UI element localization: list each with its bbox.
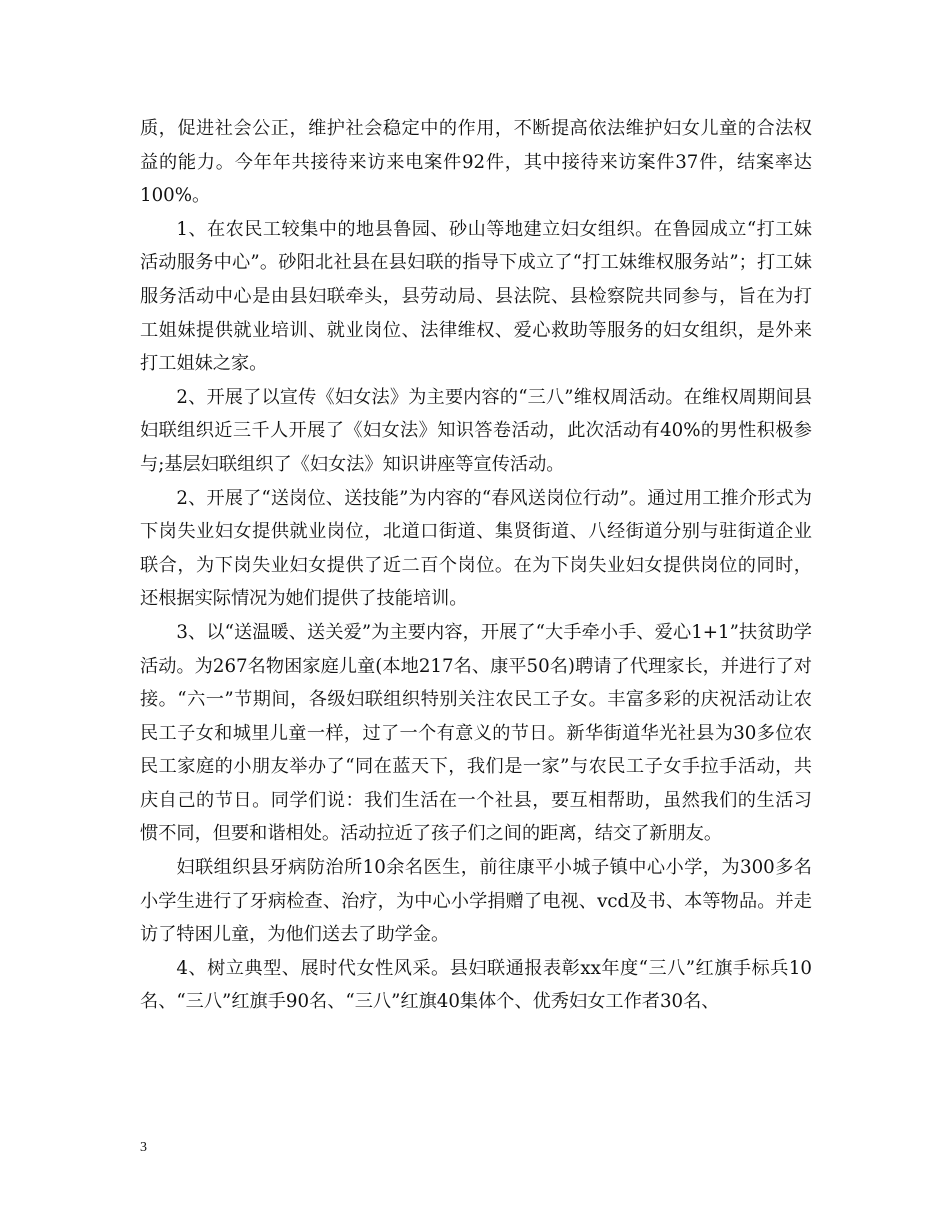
paragraph-1: 质，促进社会公正，维护社会稳定中的作用，不断提高依法维护妇女儿童的合法权益的能力。今年年共接待来访来电案件92件，其中接待来访案件37件，结案率达100%。	[140, 118, 812, 207]
paragraph-4: 2、开展了“送岗位、送技能”为内容的“春风送岗位行动”。通过用工推介形式为下岗失业妇女提供就业岗位，北道口街道、集贤街道、八经街道分别与驻街道企业联合，为下岗失业妇女提供了近二百个岗位。在为下岗失业妇女提供岗位的同时，还根据实际情况为她们提供了技能培训。	[140, 487, 812, 610]
paragraph-7: 4、树立典型、展时代女性风采。县妇联通报表彰xx年度“三八”红旗手标兵10名、“三八”红旗手90名、“三八”红旗40集体个、优秀妇女工作者30名、	[140, 957, 812, 1013]
paragraph-2: 1、在农民工较集中的地县鲁园、砂山等地建立妇女组织。在鲁园成立“打工妹活动服务中心”。砂阳北社县在县妇联的指导下成立了“打工妹维权服务站”；打工妹服务活动中心是由县妇联牵头，县劳动局、县法院、县检察院共同参与，旨在为打工姐妹提供就业培训、就业岗位、法律维权、爱心救助等服务的妇女组织，是外来打工姐妹之家。	[140, 218, 812, 375]
paragraph-5: 3、以“送温暖、送关爱”为主要内容，开展了“大手牵小手、爱心1+1”扶贫助学活动。为267名物困家庭儿童(本地217名、康平50名)聘请了代理家长，并进行了对接。“六一”节期间，各级妇联组织特别关注农民工子女。丰富多彩的庆祝活动让农民工子女和城里儿童一样，过了一个有意义的节日。新华街道华光社县为30多位农民工家庭的小朋友举办了“同在蓝天下，我们是一家”与农民工子女手拉手活动，共庆自己的节日。同学们说：我们生活在一个社县，要互相帮助，虽然我们的生活习惯不同，但要和谐相处。活动拉近了孩子们之间的距离，结交了新朋友。	[140, 621, 812, 845]
body-text	[140, 112, 812, 1019]
page-number: 3	[140, 1140, 147, 1155]
paragraph-6: 妇联组织县牙病防治所10余名医生，前往康平小城子镇中心小学，为300多名小学生进行了牙病检查、治疗，为中心小学捐赠了电视、vcd及书、本等物品。并走访了特困儿童，为他们送去了助学金。	[140, 857, 812, 946]
paragraph-3: 2、开展了以宣传《妇女法》为主要内容的“三八”维权周活动。在维权周期间县妇联组织近三千人开展了《妇女法》知识答卷活动，此次活动有40%的男性积极参与;基层妇联组织了《妇女法》知识讲座等宣传活动。	[140, 386, 812, 475]
